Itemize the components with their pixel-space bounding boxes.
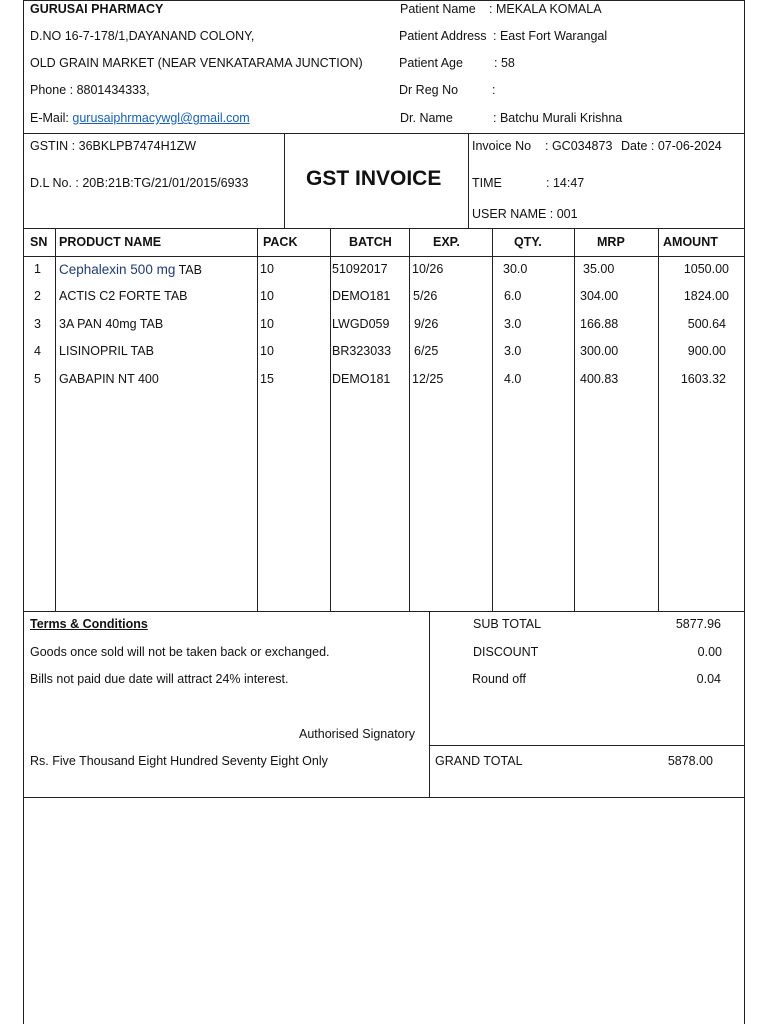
row5-product: GABAPIN NT 400 <box>59 372 159 386</box>
row3-mrp: 166.88 <box>580 317 619 331</box>
invoice-title: GST INVOICE <box>306 167 442 190</box>
gst-box-right <box>468 133 469 228</box>
row2-sn: 2 <box>34 289 41 303</box>
time-value: : 14:47 <box>546 176 585 190</box>
row5-pack: 15 <box>260 372 274 386</box>
email-link[interactable]: gurusaiphrmacywgl@gmail.com <box>72 111 250 125</box>
authorised-signatory: Authorised Signatory <box>299 727 416 741</box>
patient-address-label: Patient Address <box>399 29 487 43</box>
row1-product-name: Cephalexin 500 mg <box>59 262 176 277</box>
grand-total-line <box>429 745 745 746</box>
amount-in-words: Rs. Five Thousand Eight Hundred Seventy Eight Only <box>30 754 328 768</box>
header-mrp: MRP <box>597 235 625 249</box>
footer-bottom-line <box>23 797 745 798</box>
term-2: Bills not paid due date will attract 24% interest. <box>30 672 289 686</box>
row3-product: 3A PAN 40mg TAB <box>59 317 164 331</box>
subtotal-label: SUB TOTAL <box>473 617 542 631</box>
gstin: GSTIN : 36BKLPB7474H1ZW <box>30 139 197 153</box>
row2-product: ACTIS C2 FORTE TAB <box>59 289 188 303</box>
col-line-exp <box>492 228 493 611</box>
row3-qty: 3.0 <box>504 317 522 331</box>
row4-sn: 4 <box>34 344 41 358</box>
header-batch: BATCH <box>349 235 392 249</box>
shop-email-row <box>30 111 250 125</box>
invoice-date: Date : 07-06-2024 <box>621 139 722 153</box>
row5-batch: DEMO181 <box>332 372 391 386</box>
left-border <box>23 0 24 1024</box>
row3-sn: 3 <box>34 317 41 331</box>
shop-address-1: D.NO 16-7-178/1,DAYANAND COLONY, <box>30 29 255 43</box>
table-header-line <box>23 256 745 257</box>
row4-mrp: 300.00 <box>580 344 619 358</box>
row5-sn: 5 <box>34 372 41 386</box>
grand-total-value: 5878.00 <box>667 754 713 768</box>
header-exp: EXP. <box>433 235 460 249</box>
invoice-no-label: Invoice No <box>472 139 532 153</box>
shop-phone: Phone : 8801434333, <box>30 83 150 97</box>
patient-name-label: Patient Name <box>400 2 476 16</box>
header-pack: PACK <box>263 235 298 249</box>
footer-split-line <box>429 611 430 797</box>
row2-batch: DEMO181 <box>332 289 391 303</box>
terms-title: Terms & Conditions <box>30 617 148 631</box>
row5-qty: 4.0 <box>504 372 522 386</box>
col-line-batch <box>409 228 410 611</box>
row2-mrp: 304.00 <box>580 289 619 303</box>
row4-pack: 10 <box>260 344 274 358</box>
row4-qty: 3.0 <box>504 344 522 358</box>
header-sn: SN <box>30 235 48 249</box>
roundoff-value: 0.04 <box>696 672 721 686</box>
doctor-value: : Batchu Murali Krishna <box>493 111 623 125</box>
patient-address-value: : East Fort Warangal <box>493 29 608 43</box>
time-label: TIME <box>472 176 502 190</box>
dr-reg-label: Dr Reg No <box>399 83 459 97</box>
row1-batch: 51092017 <box>332 262 388 276</box>
row5-mrp: 400.83 <box>580 372 619 386</box>
email-label: E-Mail: <box>30 111 69 125</box>
row5-amount: 1603.32 <box>680 372 726 386</box>
invoice-no-value: : GC034873 <box>545 139 613 153</box>
row1-pack: 10 <box>260 262 274 276</box>
row3-exp: 9/26 <box>414 317 439 331</box>
row4-batch: BR323033 <box>332 344 392 358</box>
row3-pack: 10 <box>260 317 274 331</box>
row1-sn: 1 <box>34 262 41 276</box>
patient-age-value: : 58 <box>494 56 515 70</box>
row2-amount: 1824.00 <box>683 289 729 303</box>
row1-amount: 1050.00 <box>683 262 729 276</box>
subtotal-value: 5877.96 <box>675 617 721 631</box>
row2-qty: 6.0 <box>504 289 522 303</box>
row3-batch: LWGD059 <box>332 317 390 331</box>
grand-total-label: GRAND TOTAL <box>435 754 523 768</box>
dl-number: D.L No. : 20B:21B:TG/21/01/2015/6933 <box>30 176 249 190</box>
row2-exp: 5/26 <box>413 289 438 303</box>
row1-qty: 30.0 <box>503 262 528 276</box>
row5-exp: 12/25 <box>412 372 444 386</box>
roundoff-label: Round off <box>472 672 526 686</box>
row1-mrp: 35.00 <box>583 262 615 276</box>
doctor-label: Dr. Name <box>400 111 453 125</box>
term-1: Goods once sold will not be taken back or exchanged. <box>30 645 330 659</box>
gst-box-left <box>284 133 285 228</box>
header-qty: QTY. <box>514 235 542 249</box>
shop-name: GURUSAI PHARMACY <box>30 2 164 16</box>
row4-exp: 6/25 <box>414 344 439 358</box>
row3-amount: 500.64 <box>687 317 726 331</box>
col-line-pack <box>330 228 331 611</box>
shop-address-2: OLD GRAIN MARKET (NEAR VENKATARAMA JUNCTION) <box>30 56 363 70</box>
col-line-mrp <box>658 228 659 611</box>
discount-label: DISCOUNT <box>473 645 539 659</box>
row4-amount: 900.00 <box>687 344 726 358</box>
header-product-name: PRODUCT NAME <box>59 235 162 249</box>
col-line-product <box>257 228 258 611</box>
col-line-sn <box>55 228 56 611</box>
header-amount: AMOUNT <box>663 235 718 249</box>
col-line-qty <box>574 228 575 611</box>
row4-product: LISINOPRIL TAB <box>59 344 154 358</box>
row1-exp: 10/26 <box>412 262 444 276</box>
patient-name-value: : MEKALA KOMALA <box>489 2 602 16</box>
table-bottom-line <box>23 611 745 612</box>
table-top-line <box>23 228 745 229</box>
right-border <box>744 0 745 1024</box>
row2-pack: 10 <box>260 289 274 303</box>
dr-reg-value: : <box>492 83 496 97</box>
discount-value: 0.00 <box>697 645 722 659</box>
header-divider <box>23 133 745 134</box>
row1-product <box>59 262 202 277</box>
row1-product-form: TAB <box>175 263 202 277</box>
top-border <box>23 0 745 1</box>
patient-age-label: Patient Age <box>399 56 463 70</box>
user-name: USER NAME : 001 <box>472 207 578 221</box>
